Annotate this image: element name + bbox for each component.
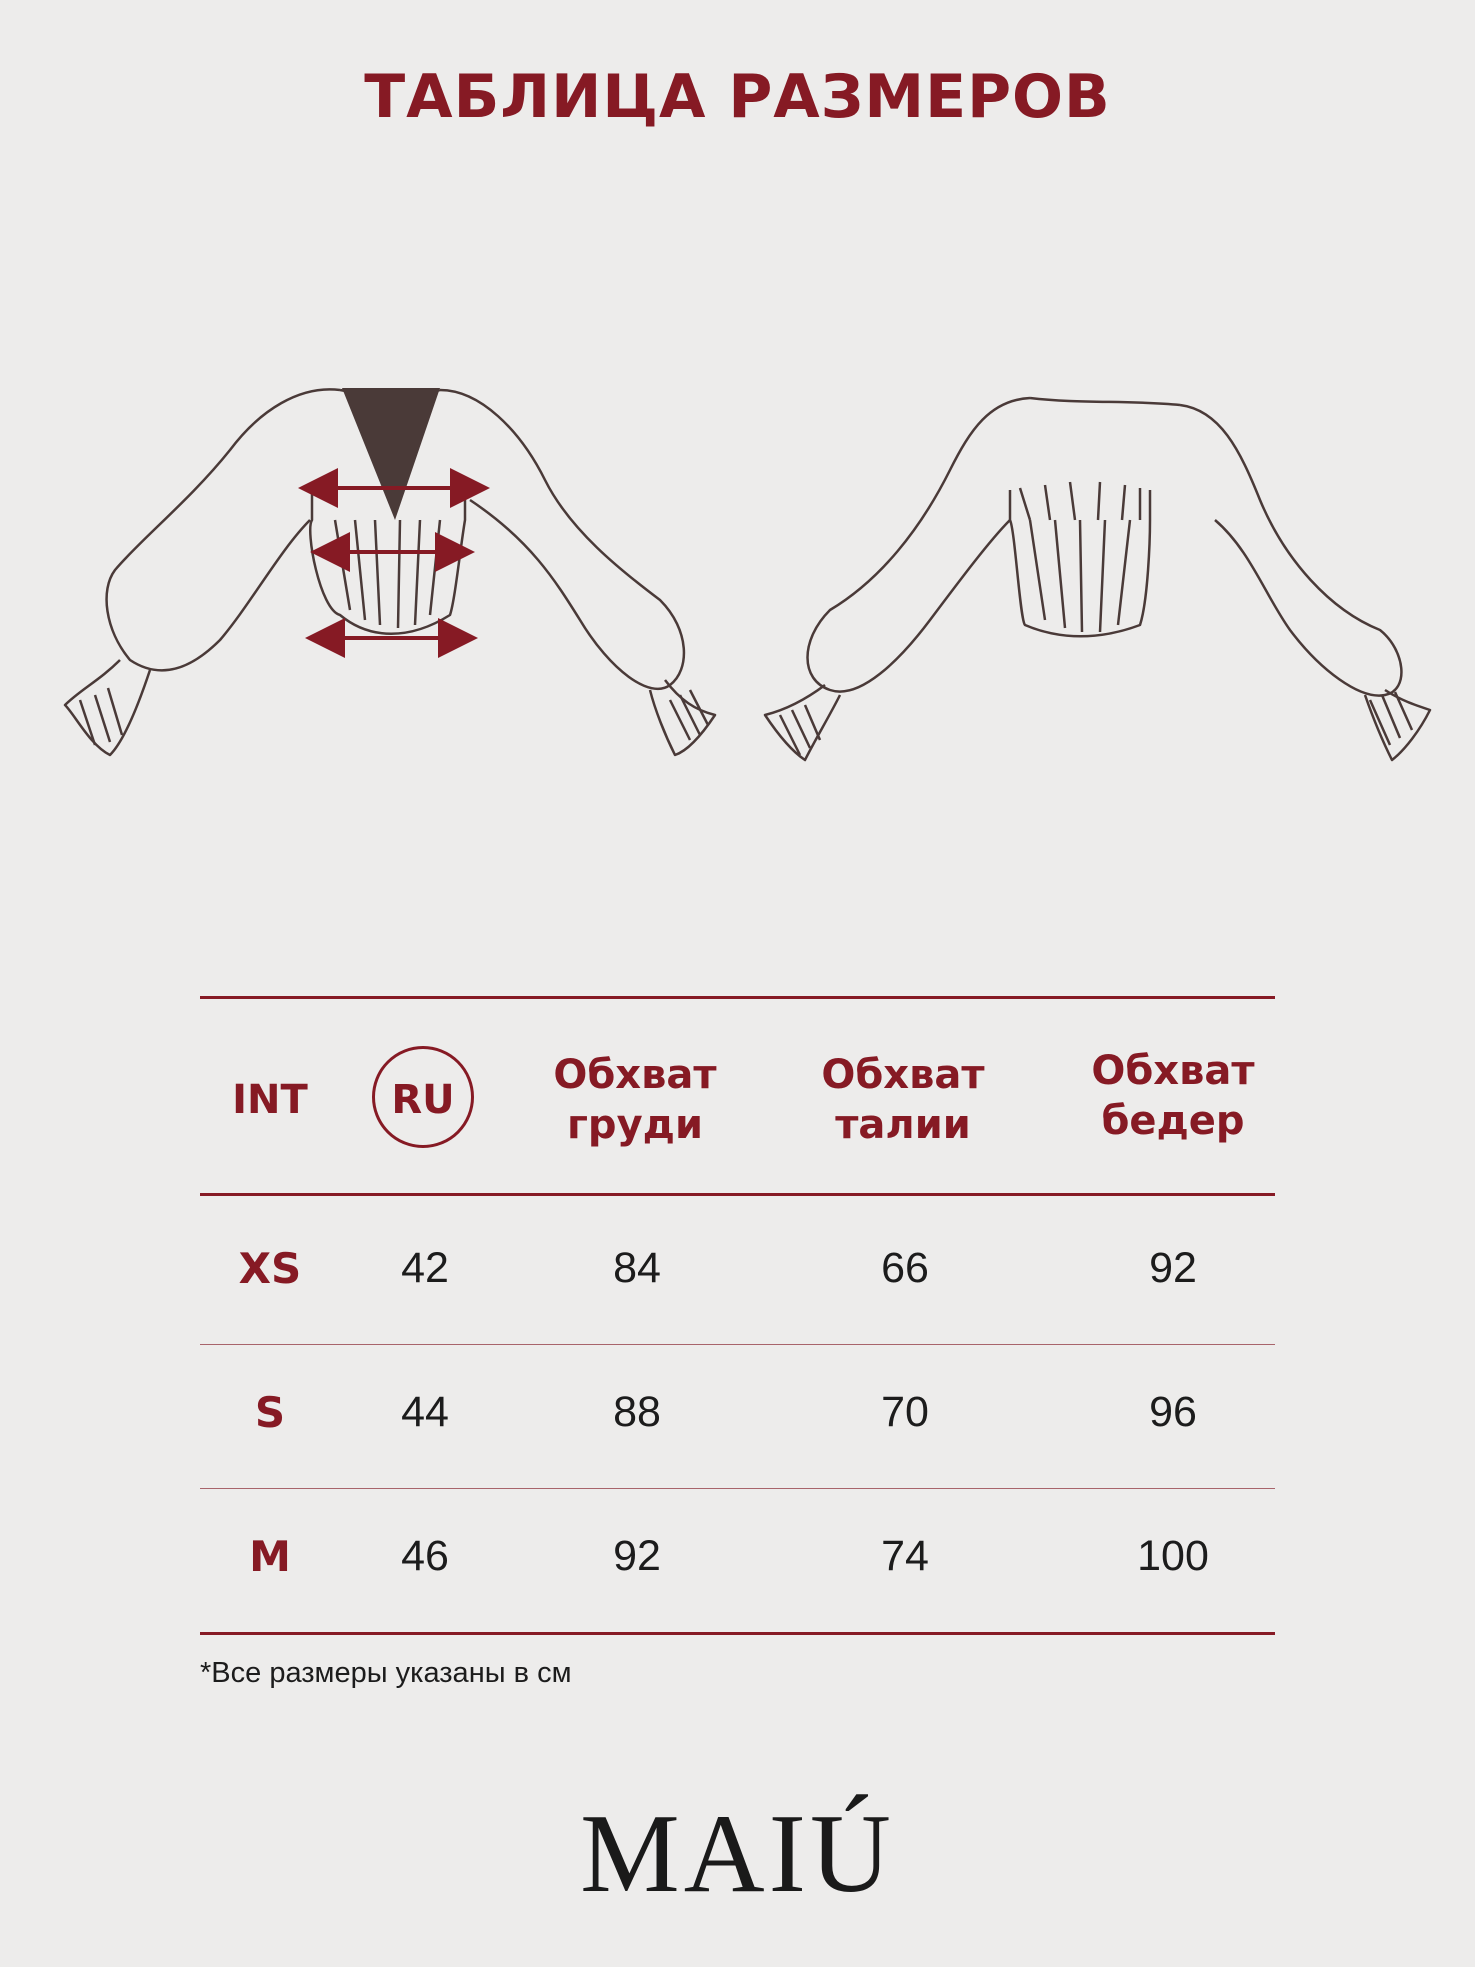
size-ru-cell: 42 (401, 1244, 449, 1292)
chest-cell: 92 (613, 1532, 661, 1580)
chest-cell: 84 (613, 1244, 661, 1292)
hips-cell: 96 (1149, 1388, 1197, 1436)
size-ru-cell: 46 (401, 1532, 449, 1580)
header-chest-line1: Обхват (553, 1052, 717, 1098)
page-title: ТАБЛИЦА РАЗМЕРОВ (364, 62, 1111, 132)
waist-cell: 74 (881, 1532, 929, 1580)
table-bottom-rule (200, 1632, 1275, 1635)
header-ru: RU (391, 1077, 455, 1123)
table-top-rule (200, 996, 1275, 999)
hips-cell: 92 (1149, 1244, 1197, 1292)
back-view (765, 398, 1430, 760)
header-bottom-rule (200, 1193, 1275, 1196)
v-insert (342, 388, 440, 520)
garment-illustration (0, 370, 1475, 770)
header-chest (530, 1050, 740, 1150)
waist-cell: 66 (881, 1244, 929, 1292)
size-int-cell: M (249, 1532, 291, 1581)
header-chest-line2: груди (567, 1102, 703, 1148)
brand-logo: MAIÚ (580, 1792, 895, 1916)
header-hips-line1: Обхват (1091, 1048, 1255, 1094)
size-ru-cell: 44 (401, 1388, 449, 1436)
header-waist-line1: Обхват (821, 1052, 985, 1098)
row-divider (200, 1344, 1275, 1345)
chest-cell: 88 (613, 1388, 661, 1436)
header-int: INT (232, 1077, 308, 1123)
header-waist-line2: талии (835, 1102, 971, 1148)
header-hips (1068, 1046, 1278, 1146)
size-int-cell: XS (238, 1244, 302, 1293)
header-hips-line2: бедер (1101, 1098, 1245, 1144)
hips-cell: 100 (1137, 1532, 1209, 1580)
size-int-cell: S (254, 1388, 286, 1437)
waist-cell: 70 (881, 1388, 929, 1436)
header-waist (798, 1050, 1008, 1150)
units-footnote: *Все размеры указаны в см (200, 1657, 572, 1689)
row-divider (200, 1488, 1275, 1489)
